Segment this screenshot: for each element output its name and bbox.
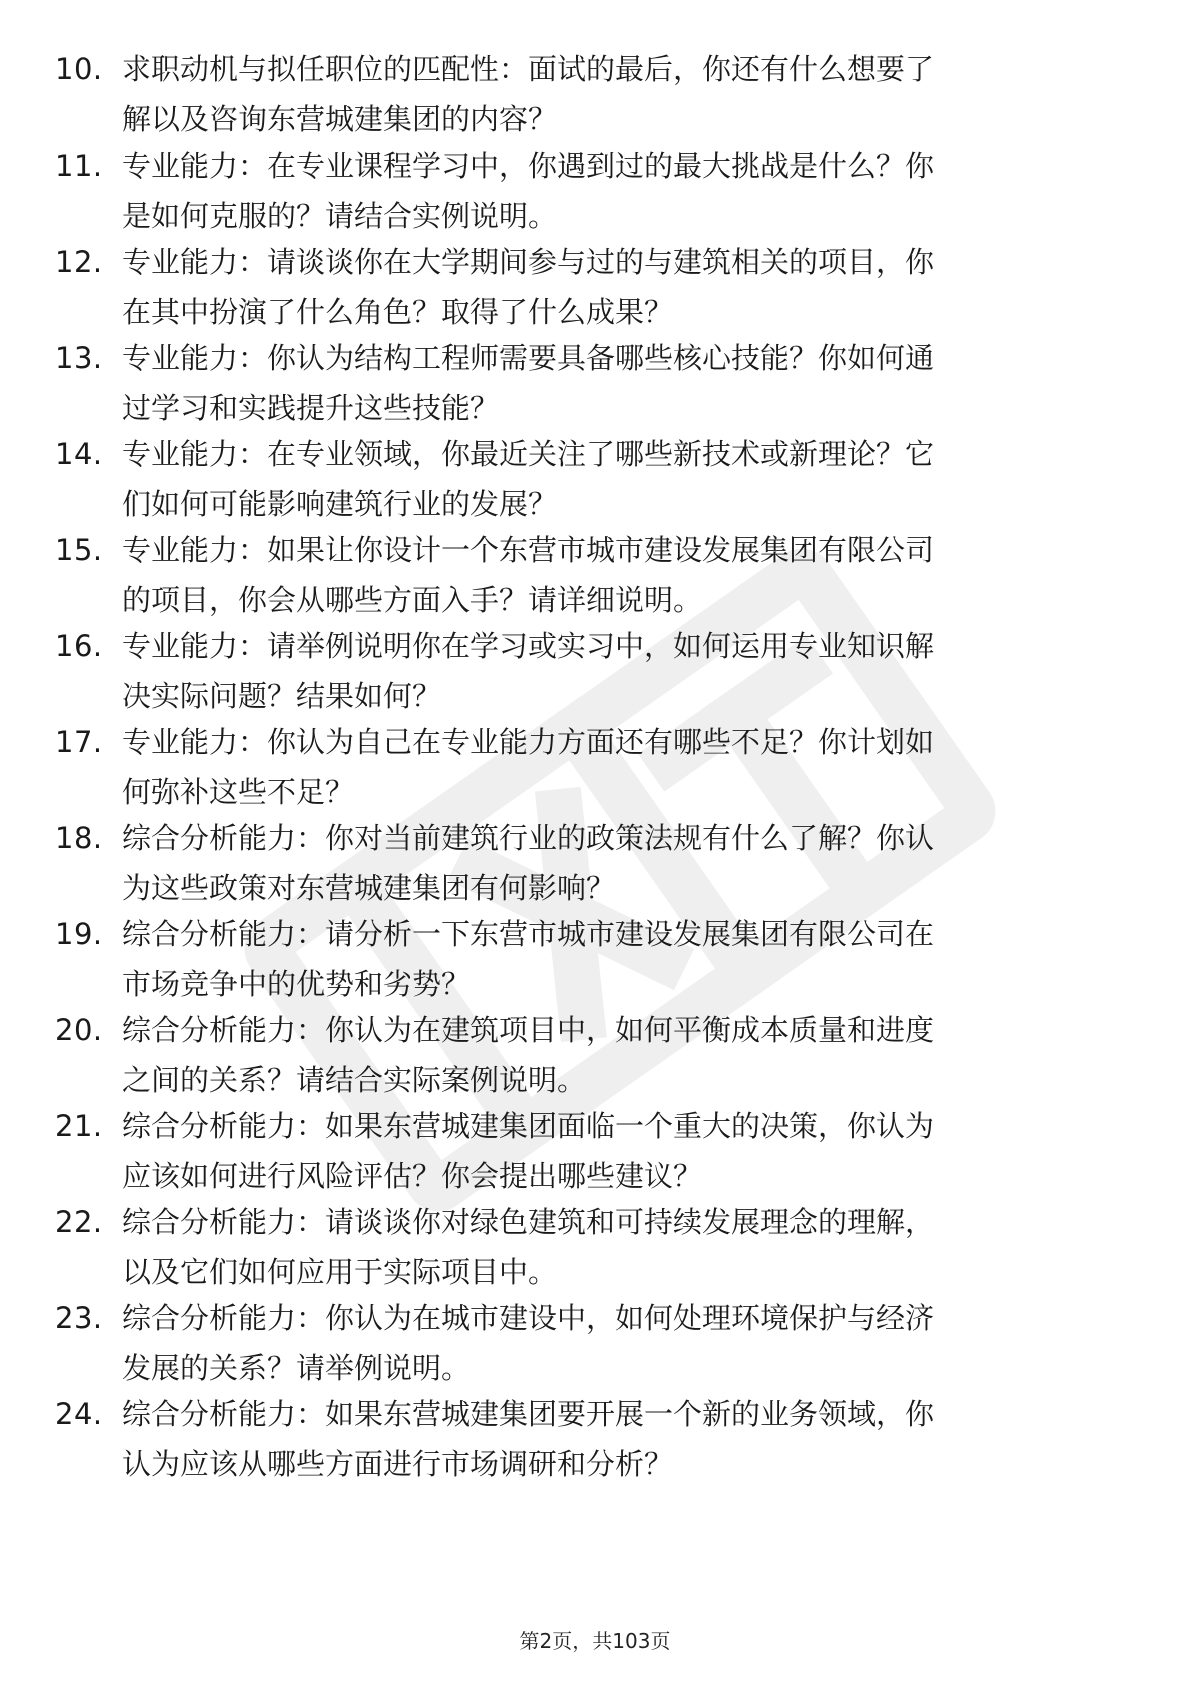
question-item	[55, 1101, 1125, 1201]
question-text-line: 综合分析能力：你对当前建筑行业的政策法规有什么了解？你认	[122, 821, 935, 855]
question-number: 16.	[55, 629, 103, 663]
question-text-line: 何弥补这些不足？	[122, 775, 355, 809]
question-number: 13.	[55, 341, 103, 375]
page-footer	[0, 1626, 1190, 1656]
question-text-line: 综合分析能力：你认为在建筑项目中，如何平衡成本质量和进度	[122, 1013, 935, 1047]
question-text-line: 综合分析能力：如果东营城建集团面临一个重大的决策，你认为	[122, 1109, 935, 1143]
question-number: 22.	[55, 1205, 103, 1239]
question-text-line: 为这些政策对东营城建集团有何影响？	[122, 871, 616, 905]
question-item	[55, 717, 1125, 817]
question-item	[55, 1005, 1125, 1105]
question-item	[55, 429, 1125, 529]
question-text-line: 专业能力：你认为结构工程师需要具备哪些核心技能？你如何通	[122, 341, 935, 375]
question-text-line: 专业能力：如果让你设计一个东营市城市建设发展集团有限公司	[122, 533, 935, 567]
question-item	[55, 813, 1125, 913]
question-text-line: 认为应该从哪些方面进行市场调研和分析？	[122, 1447, 674, 1481]
question-number: 15.	[55, 533, 103, 567]
question-item	[55, 1197, 1125, 1297]
question-text-line: 综合分析能力：请分析一下东营市城市建设发展集团有限公司在	[122, 917, 935, 951]
question-number: 11.	[55, 149, 103, 183]
question-number: 12.	[55, 245, 103, 279]
question-item	[55, 141, 1125, 241]
question-text-line: 的项目，你会从哪些方面入手？请详细说明。	[122, 583, 703, 617]
page-number-label: 第2页，共103页	[519, 1629, 671, 1653]
question-text-line: 市场竞争中的优势和劣势？	[122, 967, 471, 1001]
question-item	[55, 333, 1125, 433]
question-text-line: 专业能力：请举例说明你在学习或实习中，如何运用专业知识解	[122, 629, 935, 663]
question-item	[55, 1293, 1125, 1393]
question-number: 23.	[55, 1301, 103, 1335]
question-text-line: 专业能力：在专业领域，你最近关注了哪些新技术或新理论？它	[122, 437, 935, 471]
question-text-line: 解以及咨询东营城建集团的内容？	[122, 102, 558, 136]
question-text-line: 是如何克服的？请结合实例说明。	[122, 199, 558, 233]
question-text-line: 专业能力：在专业课程学习中，你遇到过的最大挑战是什么？你	[122, 149, 935, 183]
question-text-line: 过学习和实践提升这些技能？	[122, 391, 500, 425]
question-text-line: 们如何可能影响建筑行业的发展？	[122, 487, 558, 521]
question-number: 17.	[55, 725, 103, 759]
question-text-line: 综合分析能力：你认为在城市建设中，如何处理环境保护与经济	[122, 1301, 935, 1335]
question-text-line: 综合分析能力：请谈谈你对绿色建筑和可持续发展理念的理解，	[122, 1205, 935, 1239]
question-text-line: 综合分析能力：如果东营城建集团要开展一个新的业务领域，你	[122, 1397, 935, 1431]
question-number: 14.	[55, 437, 103, 471]
question-number: 18.	[55, 821, 103, 855]
question-item	[55, 44, 1125, 144]
question-text-line: 决实际问题？结果如何？	[122, 679, 442, 713]
question-text-line: 之间的关系？请结合实际案例说明。	[122, 1063, 587, 1097]
question-number: 21.	[55, 1109, 103, 1143]
question-item	[55, 909, 1125, 1009]
question-item	[55, 525, 1125, 625]
question-number: 20.	[55, 1013, 103, 1047]
question-text-line: 发展的关系？请举例说明。	[122, 1351, 471, 1385]
question-item	[55, 1389, 1125, 1489]
question-number: 10.	[55, 52, 103, 86]
question-text-line: 求职动机与拟任职位的匹配性：面试的最后，你还有什么想要了	[122, 52, 935, 86]
question-text-line: 专业能力：请谈谈你在大学期间参与过的与建筑相关的项目，你	[122, 245, 935, 279]
question-text-line: 在其中扮演了什么角色？取得了什么成果？	[122, 295, 674, 329]
question-text-line: 应该如何进行风险评估？你会提出哪些建议？	[122, 1159, 703, 1193]
question-number: 19.	[55, 917, 103, 951]
question-text-line: 专业能力：你认为自己在专业能力方面还有哪些不足？你计划如	[122, 725, 935, 759]
question-number: 24.	[55, 1397, 103, 1431]
question-text-line: 以及它们如何应用于实际项目中。	[122, 1255, 558, 1289]
question-item	[55, 621, 1125, 721]
question-item	[55, 237, 1125, 337]
